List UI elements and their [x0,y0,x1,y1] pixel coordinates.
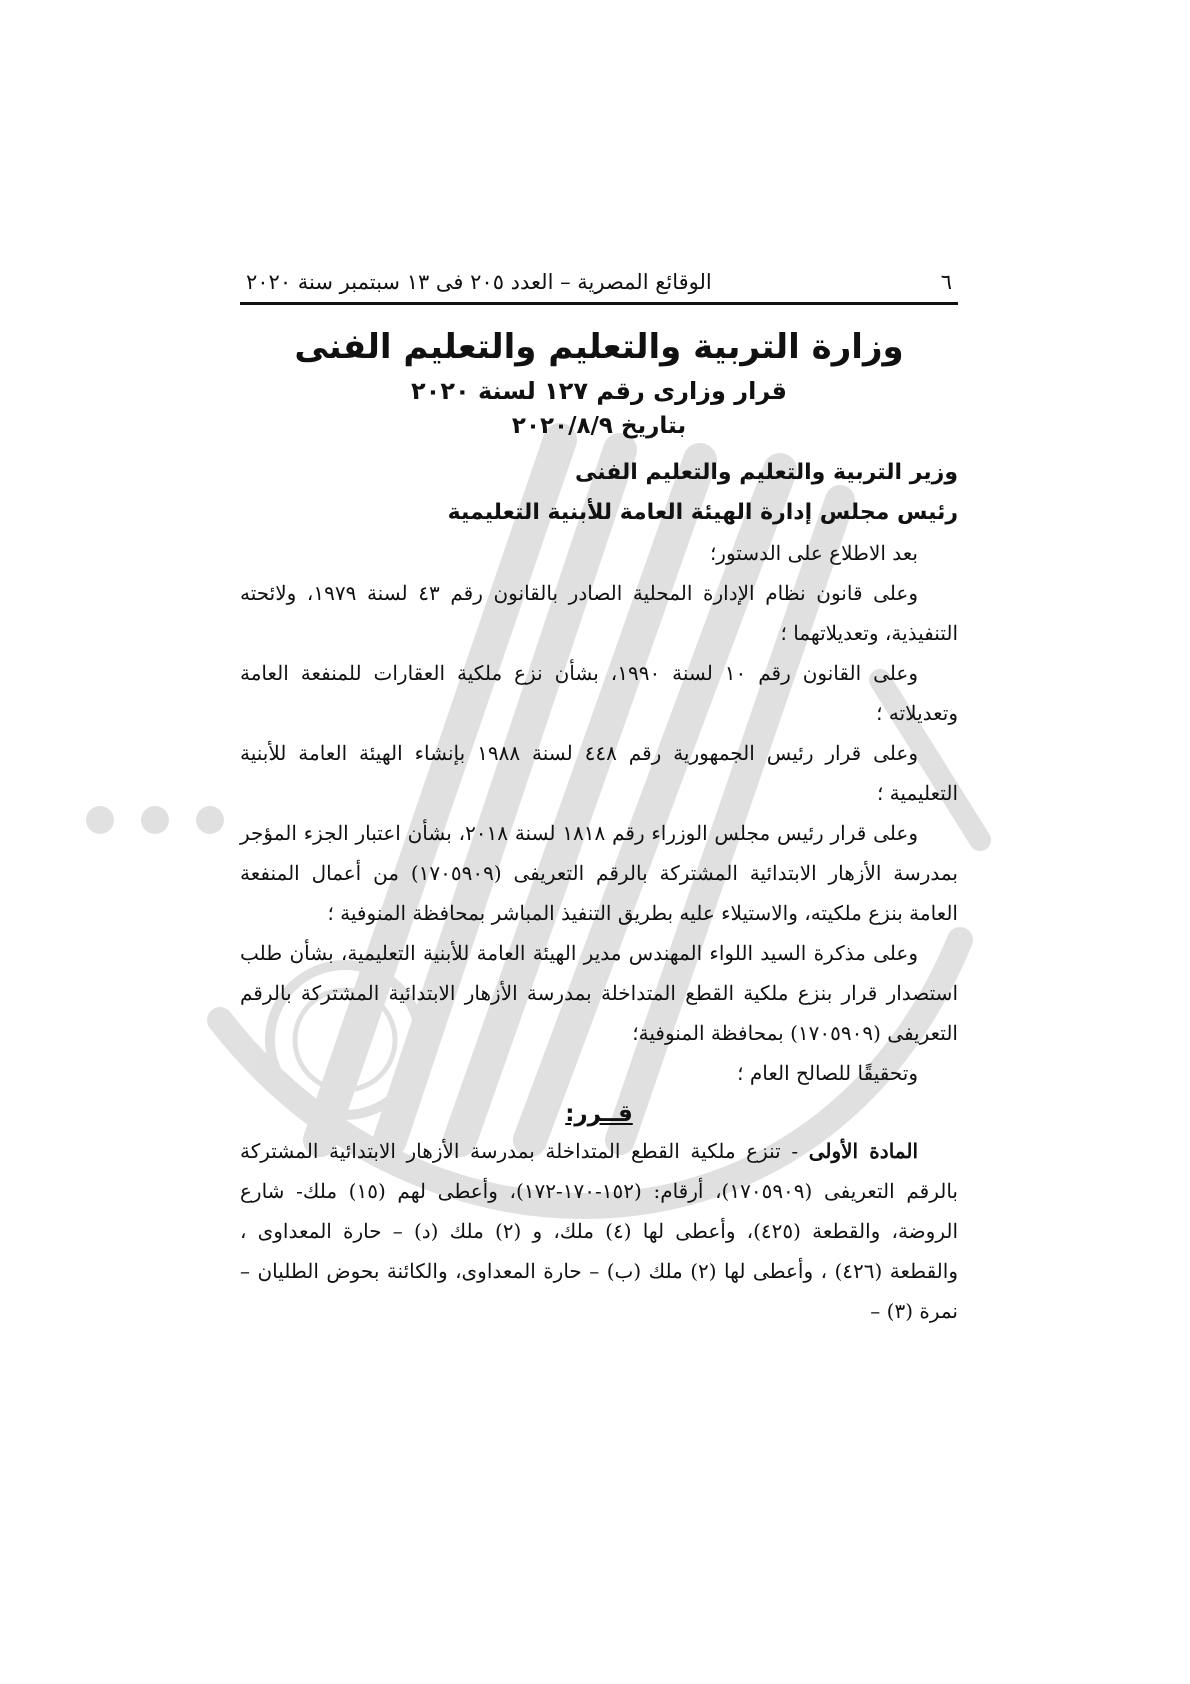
decree-title: قرار وزارى رقم ١٢٧ لسنة ٢٠٢٠ [411,377,787,405]
gazette-page [240,270,958,1331]
preamble-paragraph: وتحقيقًا للصالح العام ؛ [737,1061,918,1085]
article-1-text: - تنزع ملكية القطع المتداخلة بمدرسة الأزهار الابتدائية المشتركة بالرقم التعريفى (١٧٠٥٩٠٩)، أرقام: (١٥٢-١٧٠-١٧٢)، وأعطى لهم (١٥) ملك- شارع الروضة، والقطعة (٤٢٥)، وأعطى لها (٤) ملك، و (٢) ملك (د) – حارة المعداوى ، والقطعة (٤٢٦) ، وأعطى لها (٢) ملك (ب) – حارة المعداوى، والكائنة بحوض الطليان – نمرة (٣) – [240,1139,959,1323]
ministry-title: وزارة التربية والتعليم والتعليم الفنى [294,327,904,367]
preamble [240,533,958,1093]
preamble-paragraph: وعلى القانون رقم ١٠ لسنة ١٩٩٠، بشأن نزع ملكية العقارات للمنفعة العامة وتعديلاته ؛ [240,661,958,725]
gazette-title: الوقائع المصرية – العدد ٢٠٥ فى ١٣ سبتمبر سنة ٢٠٢٠ [246,270,712,294]
preamble-paragraph: وعلى قانون نظام الإدارة المحلية الصادر بالقانون رقم ٤٣ لسنة ١٩٧٩، ولائحته التنفيذية، وتعديلاتهما ؛ [240,581,958,645]
article-1-heading: المادة الأولى [808,1139,919,1163]
decided-heading: قــرر: [565,1101,633,1127]
decree-date: بتاريخ ٢٠٢٠/٨/٩ [511,413,687,439]
preamble-paragraph: وعلى قرار رئيس مجلس الوزراء رقم ١٨١٨ لسنة ٢٠١٨، بشأن اعتبار الجزء المؤجر بمدرسة الأزهار الابتدائية المشتركة بالرقم التعريفى (١٧٠٥٩٠٩) من أعمال المنفعة العامة بنزع ملكيته، والاستيلاء عليه بطريق التنفيذ المباشر بمحافظة المنوفية ؛ [240,821,958,925]
article-1 [240,1131,958,1331]
issuer-line-2: رئيس مجلس إدارة الهيئة العامة للأبنية التعليمية [447,500,958,525]
preamble-paragraph: وعلى قرار رئيس الجمهورية رقم ٤٤٨ لسنة ١٩٨٨ بإنشاء الهيئة العامة للأبنية التعليمية ؛ [240,741,958,805]
preamble-paragraph: وعلى مذكرة السيد اللواء المهندس مدير الهيئة العامة للأبنية التعليمية، بشأن طلب استصدار قرار بنزع ملكية القطع المتداخلة بمدرسة الأزهار الابتدائية المشتركة بالرقم التعريفى (١٧٠٥٩٠٩) بمحافظة المنوفية؛ [240,941,958,1045]
issuer-line-1: وزير التربية والتعليم والتعليم الفنى [574,460,958,485]
page-number: ٦ [940,270,952,294]
running-header [240,270,958,305]
preamble-paragraph: بعد الاطلاع على الدستور؛ [709,541,918,565]
